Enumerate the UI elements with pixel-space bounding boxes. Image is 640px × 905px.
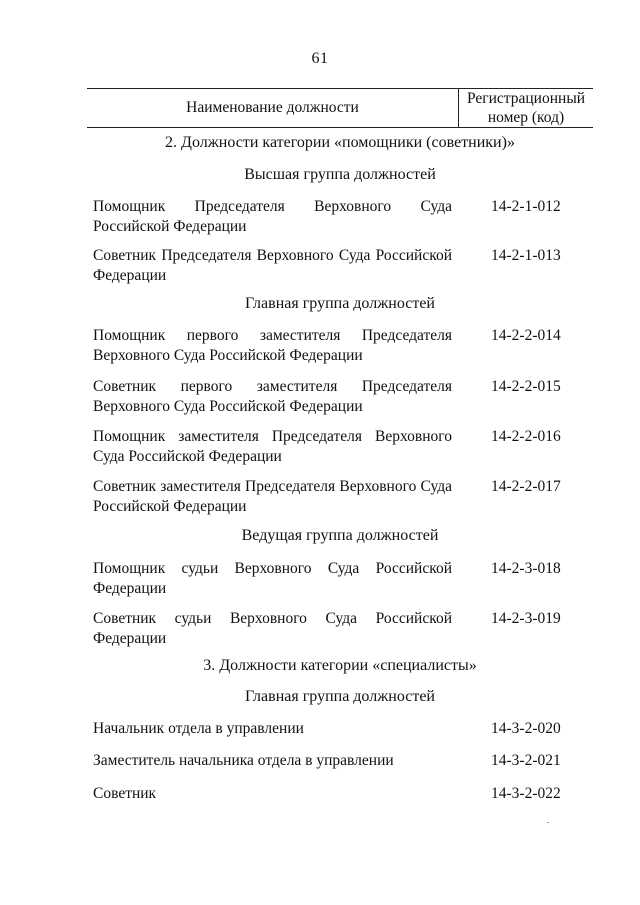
registration-code: 14-3-2-020	[491, 720, 561, 737]
group-heading: Ведущая группа должностей	[241, 527, 439, 544]
registration-code: 14-2-3-019	[491, 610, 561, 627]
column-header-code-line-2: номер (код)	[487, 109, 565, 126]
registration-code: 14-3-2-021	[491, 752, 561, 769]
position-name: Советник судьи Верховного Суда Российской Федерации	[93, 610, 452, 647]
position-name: Помощник судьи Верховного Суда Российской Федерации	[93, 560, 452, 597]
registration-code: 14-2-2-016	[491, 428, 561, 445]
registration-code: 14-2-3-018	[491, 560, 561, 577]
registration-code: 14-3-2-022	[491, 785, 561, 802]
column-header-code-line-1: Регистрационный	[466, 90, 586, 107]
section-heading: 3. Должности категории «специалисты»	[203, 657, 477, 674]
position-name: Советник первого заместителя Председателя Верховного Суда Российской Федерации	[93, 378, 452, 415]
column-header-registration-code	[459, 89, 593, 127]
position-name: Помощник Председателя Верховного Суда Российской Федерации	[93, 198, 452, 235]
column-header-position-name: Наименование должности	[186, 99, 359, 116]
position-name: Начальник отдела в управлении	[93, 720, 304, 737]
position-name: Помощник первого заместителя Председателя Верховного Суда Российской Федерации	[93, 327, 452, 364]
group-heading: Высшая группа должностей	[244, 166, 436, 183]
registration-code: 14-2-2-017	[491, 478, 561, 495]
position-name: Советник Председателя Верховного Суда Российской Федерации	[93, 247, 452, 284]
registration-code: 14-2-1-013	[491, 247, 561, 264]
registration-code: 14-2-2-015	[491, 378, 561, 395]
table-header	[87, 88, 593, 128]
position-name: Советник	[93, 785, 157, 802]
position-name: Советник заместителя Председателя Верховного Суда Российской Федерации	[93, 478, 452, 515]
section-heading: 2. Должности категории «помощники (советники)»	[165, 134, 515, 151]
position-name: Заместитель начальника отдела в управлении	[93, 752, 394, 769]
registration-code: 14-2-2-014	[491, 327, 561, 344]
registration-code: 14-2-1-012	[491, 198, 561, 215]
scan-speck	[547, 822, 549, 823]
position-name: Помощник заместителя Председателя Верховного Суда Российской Федерации	[93, 428, 452, 465]
group-heading: Главная группа должностей	[245, 688, 435, 705]
page-number: 61	[311, 50, 329, 67]
group-heading: Главная группа должностей	[245, 295, 435, 312]
